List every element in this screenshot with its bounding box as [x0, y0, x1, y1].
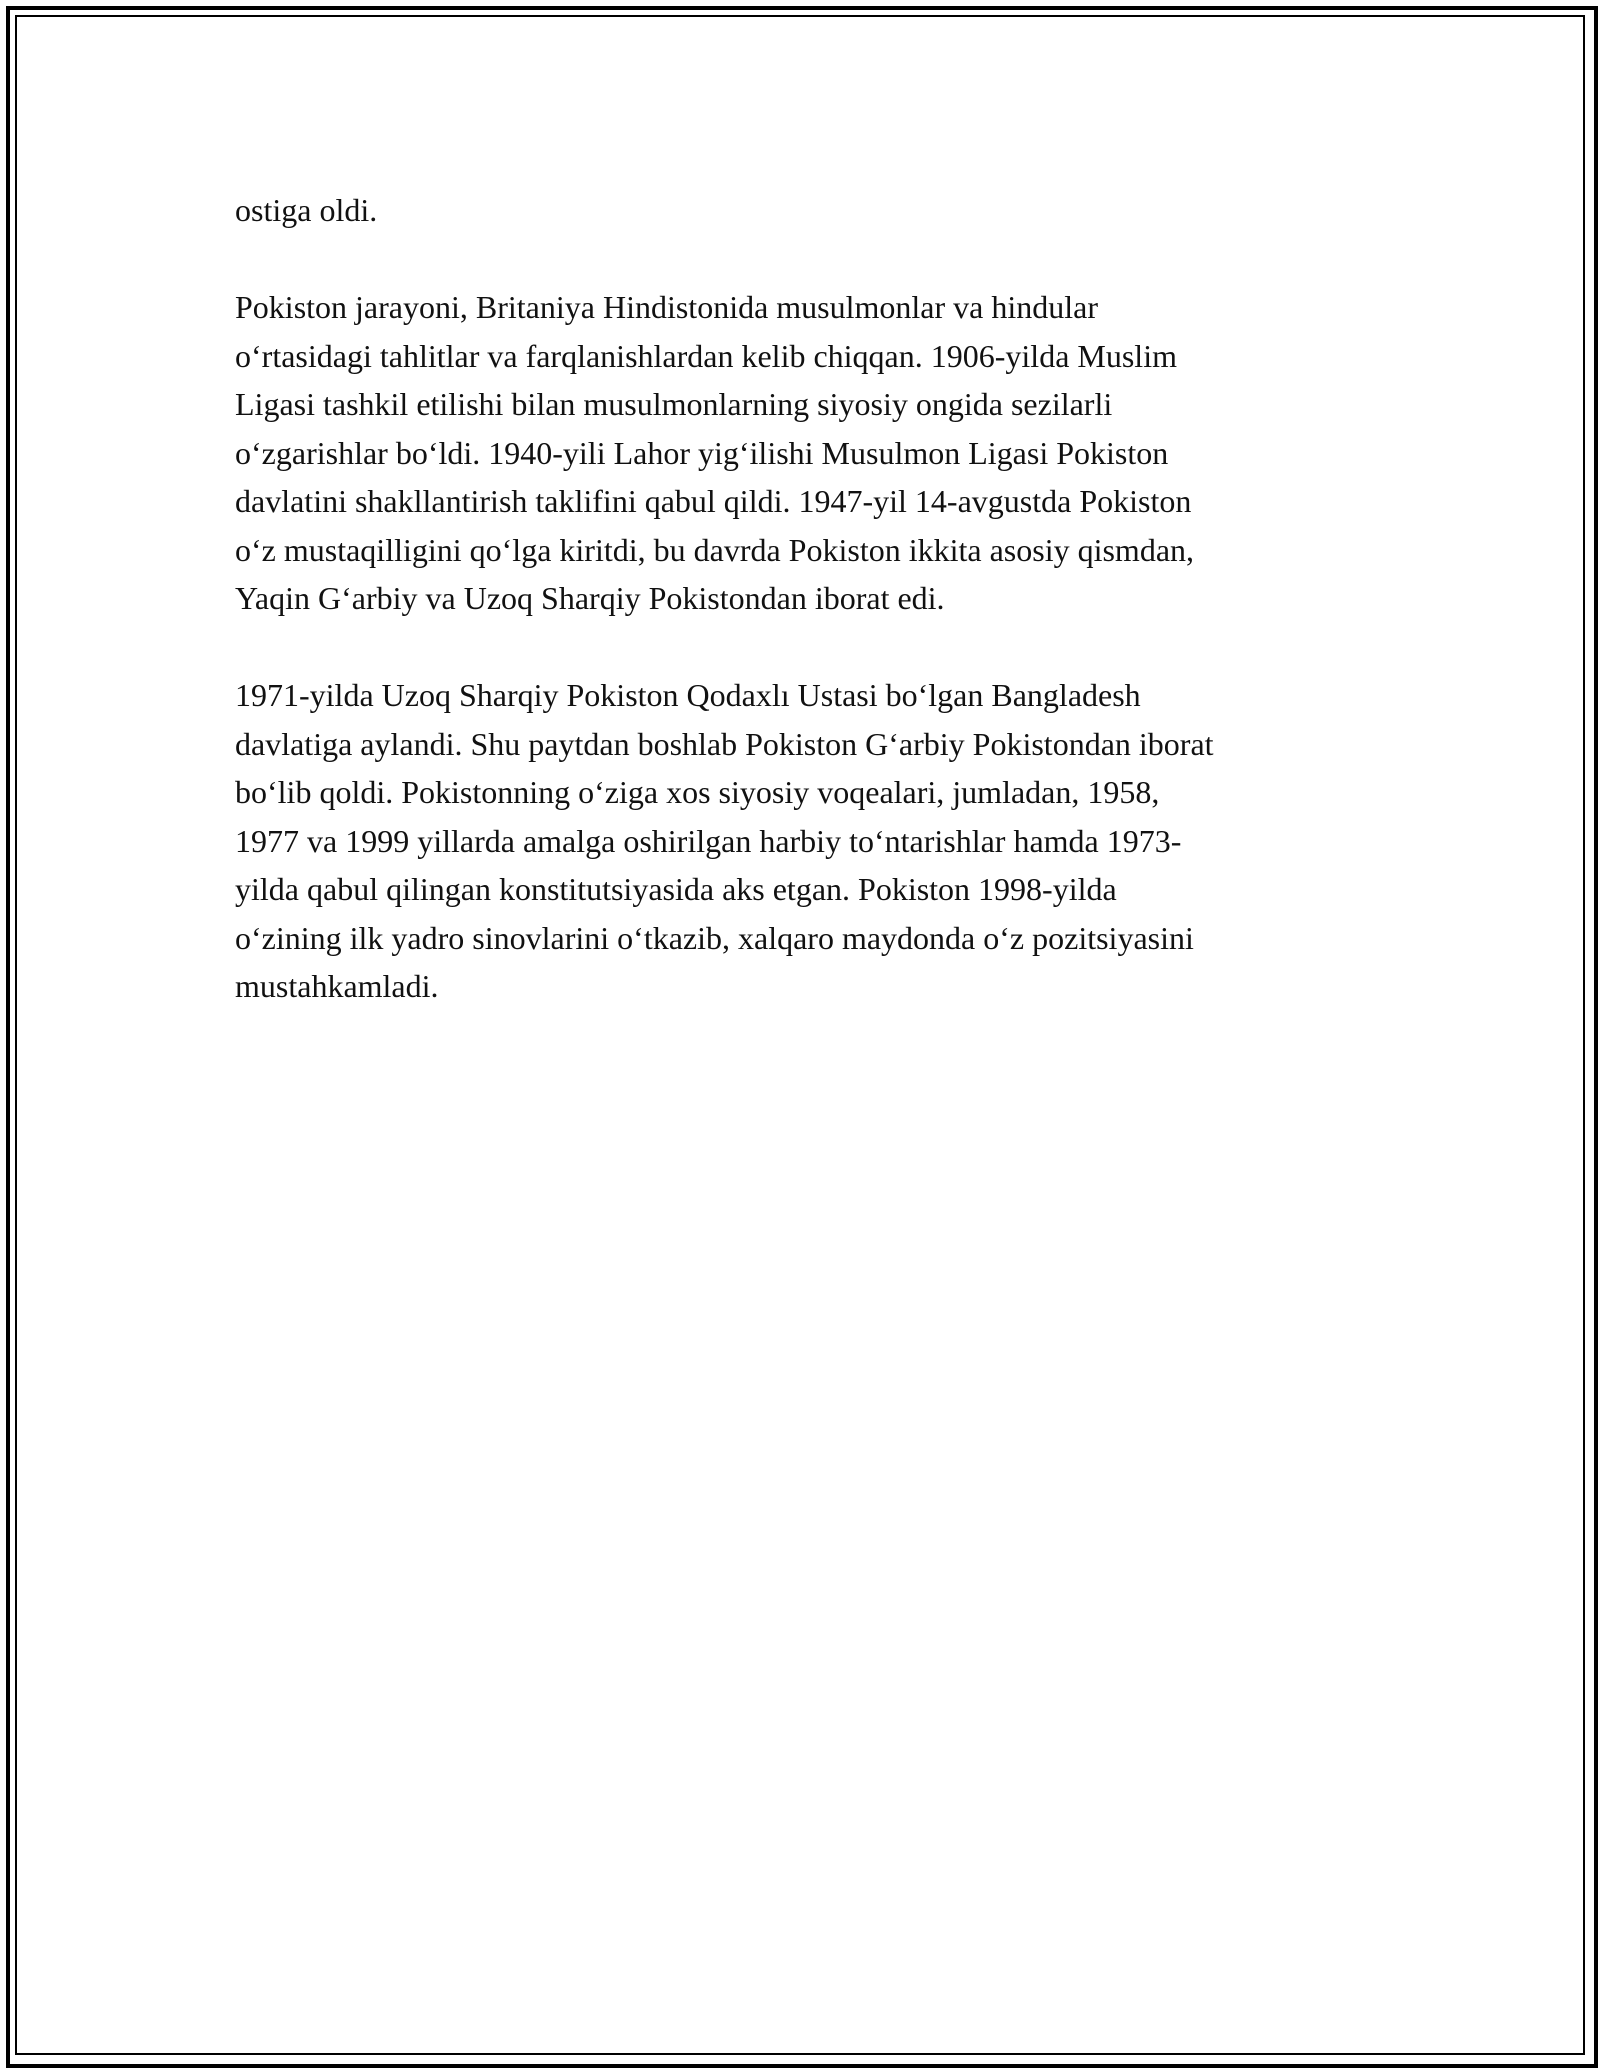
- paragraph-continuation: ostiga oldi.: [235, 192, 378, 228]
- paragraph-pakistan-formation: Pokiston jarayoni, Britaniya Hindistonida musulmonlar va hindular o‘rtasidagi tahlitlar va farqlanishlardan kelib chiqqan. 1906-yilda Muslim Ligasi tashkil etilishi bilan musulmonlarning siyosiy ongida sezilarli o‘zgarishlar bo‘ldi. 1940-yili Lahor yig‘ilishi Musulmon Ligasi Pokiston davlatini shakllantirish taklifini qabul qildi. 1947-yil 14-avgustda Pokiston o‘z mustaqilligini qo‘lga kiritdi, bu davrda Pokiston ikkita asosiy qismdan, Yaqin G‘arbiy va Uzoq Sharqiy Pokistondan iborat edi.: [235, 289, 1195, 616]
- paragraph-pakistan-after-1971: 1971-yilda Uzoq Sharqiy Pokiston Qodaxlı Ustasi bo‘lgan Bangladesh davlatiga aylandi. Shu paytdan boshlab Pokiston G‘arbiy Pokistondan iborat bo‘lib qoldi. Pokistonning o‘ziga xos siyosiy voqealari, jumladan, 1958, 1977 va 1999 yillarda amalga oshirilgan harbiy to‘ntarishlar hamda 1973- yilda qabul qilingan konstitutsiyasida aks etgan. Pokiston 1998-yilda o‘zining ilk yadro sinovlarini o‘tkazib, xalqaro maydonda o‘z pozitsiyasini mustahkamladi.: [235, 677, 1214, 1004]
- document-body: [235, 186, 1365, 1059]
